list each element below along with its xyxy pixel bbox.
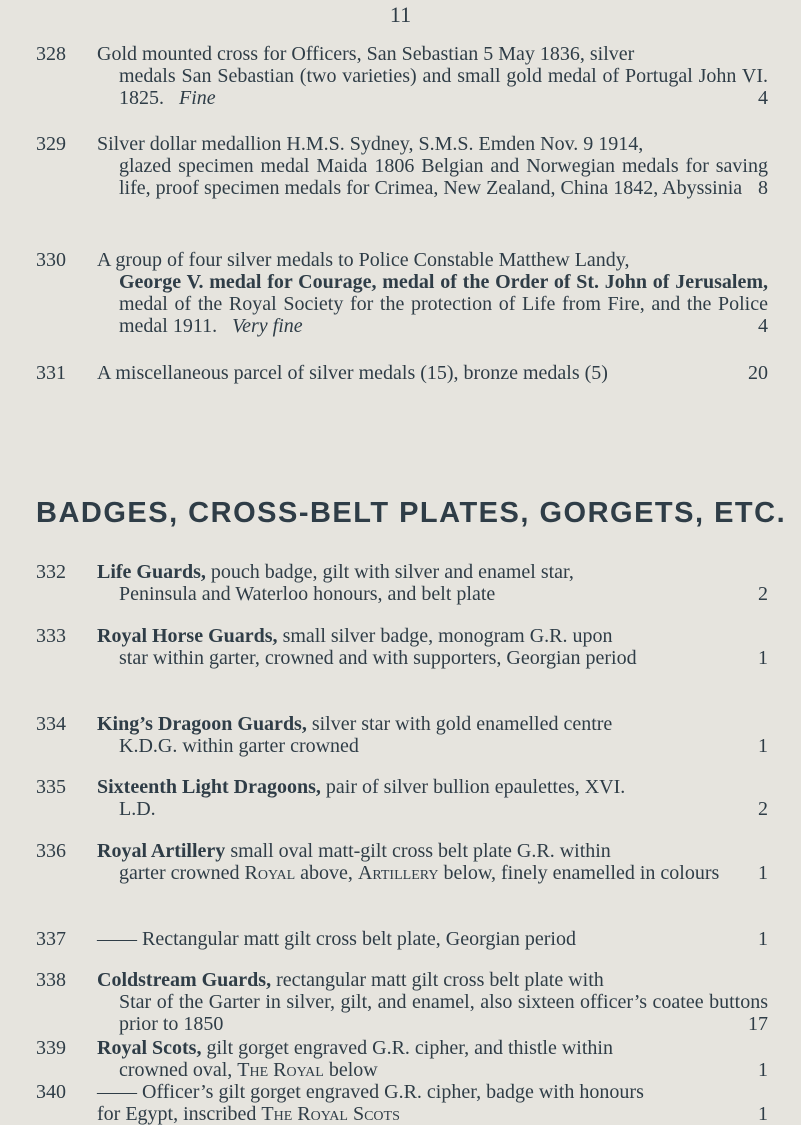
lot-quantity: 2 <box>758 583 768 605</box>
lot-number: 331 <box>36 362 66 384</box>
lot-quantity: 17 <box>748 1013 768 1035</box>
lot-quantity: 20 <box>748 362 768 384</box>
lot-description: A miscellaneous parcel of silver medals (15), bronze medals (5) <box>97 362 608 384</box>
lot-description: Royal Artillery small oval matt-gilt cross belt plate G.R. within garter crowned Royal above, Artillery below, finely enamelled in colours <box>97 840 720 884</box>
lot-number: 332 <box>36 561 66 583</box>
lot-number: 330 <box>36 249 66 271</box>
lot-description: —— Officer’s gilt gorget engraved G.R. cipher, badge with honours for Egypt, inscribed The Royal Scots <box>97 1081 644 1125</box>
lot-332 <box>36 561 768 605</box>
lot-quantity: 1 <box>758 647 768 669</box>
lot-description: —— Rectangular matt gilt cross belt plate, Georgian period <box>97 928 576 950</box>
lot-quantity: 1 <box>758 1059 768 1081</box>
lot-description: A group of four silver medals to Police Constable Matthew Landy, George V. medal for Courage, medal of the Order of St. John of Jerusalem, medal of the Royal Society for the protection of Life from Fire, and the Police medal 1911. Very fine <box>97 249 768 337</box>
lot-333 <box>36 625 768 669</box>
lot-description: Silver dollar medallion H.M.S. Sydney, S.M.S. Emden Nov. 9 1914, glazed specimen medal Maida 1806 Belgian and Norwegian medals for saving life, proof specimen medals for Crimea, New Zealand, China 1842, Abyssinia <box>97 133 768 199</box>
lot-329 <box>36 133 768 199</box>
lot-number: 339 <box>36 1037 66 1059</box>
regiment-name: Royal Horse Guards, <box>97 625 278 647</box>
regiment-name: Sixteenth Light Dragoons, <box>97 776 321 798</box>
lot-336 <box>36 840 768 884</box>
lot-quantity: 1 <box>758 928 768 950</box>
page-number: 11 <box>389 2 412 27</box>
ditto-dash: —— <box>97 1081 137 1103</box>
lot-grade: Fine <box>179 87 216 109</box>
lot-339 <box>36 1037 768 1081</box>
section-title: BADGES, CROSS-BELT PLATES, GORGETS, ETC. <box>36 497 787 529</box>
lot-number: 338 <box>36 969 66 991</box>
lot-description: Royal Scots, gilt gorget engraved G.R. cipher, and thistle within crowned oval, The Royal below <box>97 1037 613 1081</box>
lot-quantity: 1 <box>758 862 768 884</box>
lot-number: 336 <box>36 840 66 862</box>
lot-334 <box>36 713 768 757</box>
lot-quantity: 1 <box>758 1103 768 1125</box>
ditto-dash: —— <box>97 928 137 950</box>
regiment-name: Royal Artillery <box>97 840 226 862</box>
lot-description: Coldstream Guards, rectangular matt gilt cross belt plate with Star of the Garter in silver, gilt, and enamel, also sixteen officer’s coatee buttons prior to 1850 <box>97 969 768 1035</box>
lot-description: Life Guards, pouch badge, gilt with silver and enamel star, Peninsula and Waterloo honours, and belt plate <box>97 561 574 605</box>
lot-description: Gold mounted cross for Officers, San Sebastian 5 May 1836, silver medals San Sebastian (two varieties) and small gold medal of Portugal John VI. 1825. Fine <box>97 43 768 109</box>
lot-number: 328 <box>36 43 66 65</box>
lot-number: 333 <box>36 625 66 647</box>
lot-328 <box>36 43 768 109</box>
lot-337 <box>36 928 768 950</box>
lot-quantity: 1 <box>758 735 768 757</box>
lot-number: 340 <box>36 1081 66 1103</box>
regiment-name: Royal Scots, <box>97 1037 202 1059</box>
lot-quantity: 4 <box>758 315 768 337</box>
lot-number: 329 <box>36 133 66 155</box>
lot-quantity: 2 <box>758 798 768 820</box>
lot-330 <box>36 249 768 337</box>
lot-quantity: 4 <box>758 87 768 109</box>
regiment-name: Life Guards, <box>97 561 206 583</box>
lot-quantity: 8 <box>758 177 768 199</box>
lot-number: 334 <box>36 713 66 735</box>
lot-description: King’s Dragoon Guards, silver star with gold enamelled centre K.D.G. within garter crowned <box>97 713 613 757</box>
regiment-name: King’s Dragoon Guards, <box>97 713 307 735</box>
regiment-name: Coldstream Guards, <box>97 969 272 991</box>
lot-description: Royal Horse Guards, small silver badge, monogram G.R. upon star within garter, crowned and with supporters, Georgian period <box>97 625 637 669</box>
lot-335 <box>36 776 768 820</box>
lot-331 <box>36 362 768 384</box>
lot-grade: Very fine <box>232 315 303 337</box>
lot-number: 335 <box>36 776 66 798</box>
lot-number: 337 <box>36 928 66 950</box>
lot-338 <box>36 969 768 1035</box>
lot-340 <box>36 1081 768 1125</box>
lot-description: Sixteenth Light Dragoons, pair of silver bullion epaulettes, XVI. L.D. <box>97 776 626 820</box>
